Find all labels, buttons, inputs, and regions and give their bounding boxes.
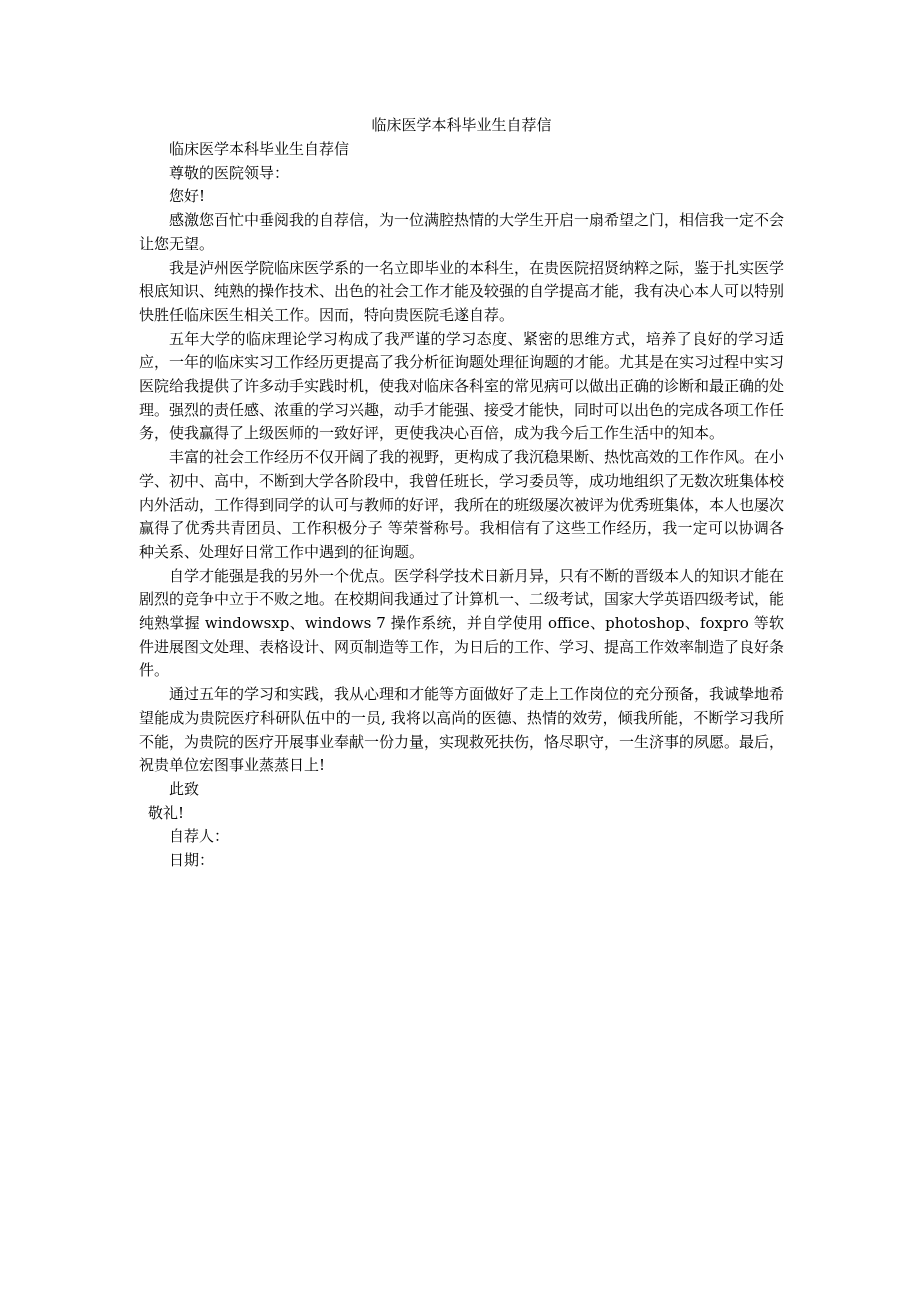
paragraph-conclusion: 通过五年的学习和实践，我从心理和才能等方面做好了走上工作岗位的充分预备，我诚挚地希望能成为贵院医疗科研队伍中的一员, 我将以高尚的医德、热情的效劳，倾我所能，不断学习我所不能，为贵院的医疗开展事业奉献一份力量，实现救死扶伤，恪尽职守，一生济事的夙愿。最后，祝贵单位宏图事业蒸蒸日上! — [139, 685, 785, 775]
document-title: 临床医学本科毕业生自荐信 — [371, 116, 552, 134]
paragraph-study: 五年大学的临床理论学习构成了我严谨的学习态度、紧密的思维方式，培养了良好的学习适应，一年的临床实习工作经历更提高了我分析征询题处理征询题的才能。尤其是在实习过程中实习医院给我提供了许多动手实践时机，使我对临床各科室的常见病可以做出正确的诊断和最正确的处理。强烈的责任感、浓重的学习兴趣，动手才能强、接受才能快，同时可以出色的完成各项工作任务，使我赢得了上级医师的一致好评，更使我决心百倍，成为我今后工作生活中的知本。 — [139, 329, 785, 443]
greeting: 您好! — [169, 187, 206, 206]
paragraph-introduction: 我是泸州医学院临床医学系的一名立即毕业的本科生，在贵医院招贤纳粹之际，鉴于扎实医学根底知识、纯熟的操作技术、出色的社会工作才能及较强的自学提高才能，我有决心本人可以特别快胜任临床医生相关工作。因而，特向贵医院毛遂自荐。 — [139, 258, 785, 324]
date-label: 日期： — [169, 851, 215, 870]
closing-line-2: 敬礼! — [148, 803, 185, 822]
letter-body — [139, 112, 784, 873]
paragraph-self-learning: 自学才能强是我的另外一个优点。医学科学技术日新月异，只有不断的晋级本人的知识才能在剧烈的竞争中立于不败之地。在校期间我通过了计算机一、二级考试，国家大学英语四级考试，能纯熟掌握 windowsxp、windows 7 操作系统，并自学使用 office、photoshop、foxpro 等软件进展图文处理、表格设计、网页制造等工作，为日后的工作、学习、提高工作效率制造了良好条件。 — [139, 566, 785, 680]
letter-subtitle: 临床医学本科毕业生自荐信 — [169, 140, 350, 158]
salutation: 尊敬的医院领导： — [169, 163, 290, 182]
closing-line-1: 此致 — [169, 779, 200, 798]
signature-label: 自荐人： — [169, 827, 230, 846]
paragraph-social-work: 丰富的社会工作经历不仅开阔了我的视野，更构成了我沉稳果断、热忱高效的工作作风。在小学、初中、高中，不断到大学各阶段中，我曾任班长，学习委员等，成功地组织了无数次班集体校内外活动，工作得到同学的认可与教师的好评，我所在的班级屡次被评为优秀班集体，本人也屡次赢得了优秀共青团员、工作积极分子 等荣誉称号。我相信有了这些工作经历，我一定可以协调各种关系、处理好日常工作中遇到的征询题。 — [139, 448, 785, 561]
paragraph-gratitude: 感激您百忙中垂阅我的自荐信，为一位满腔热情的大学生开启一扇希望之门，相信我一定不会让您无望。 — [139, 211, 785, 253]
